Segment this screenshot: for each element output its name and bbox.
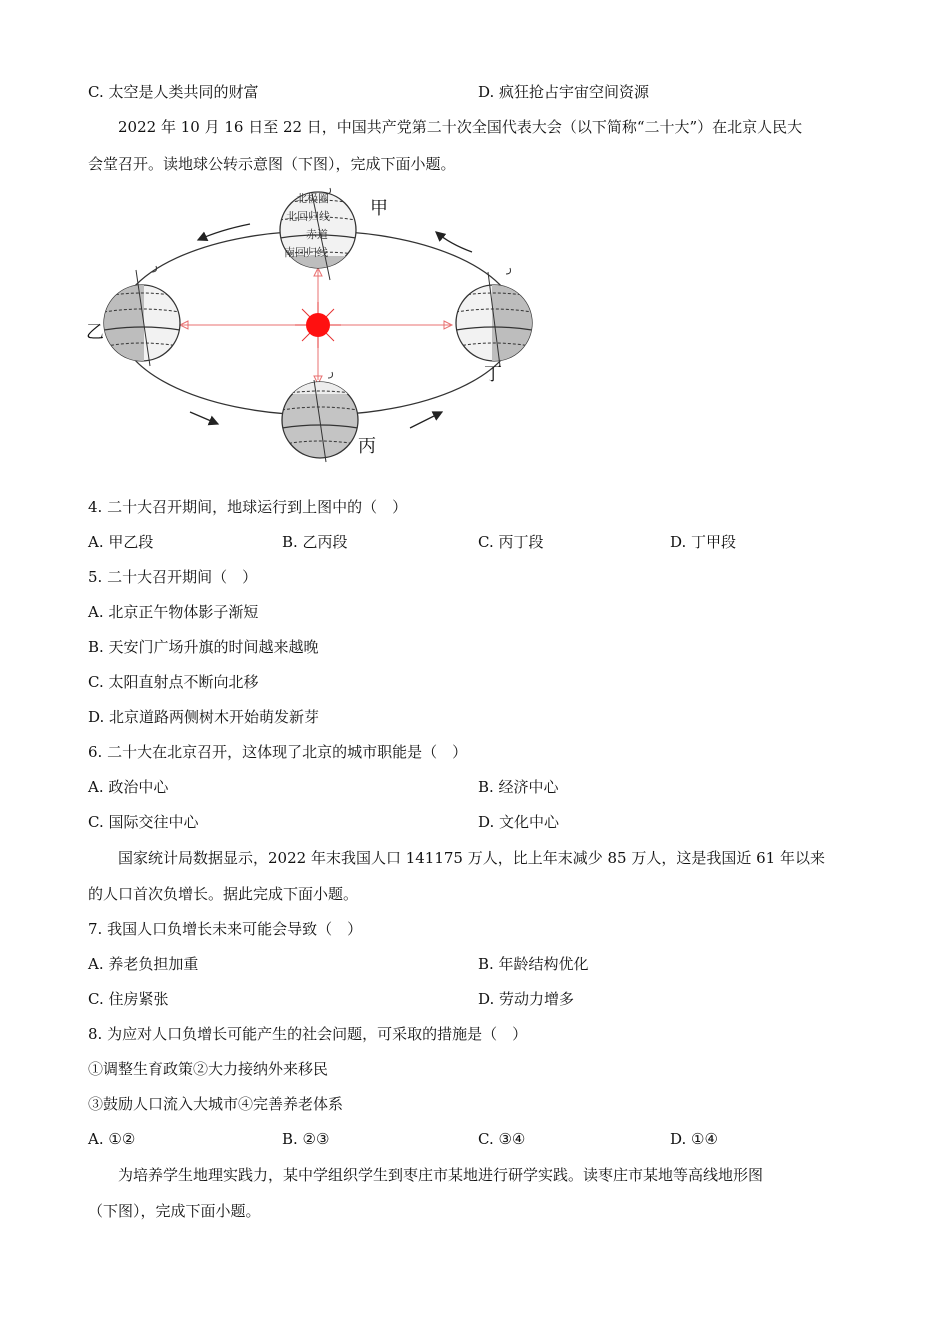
passage3-line2: （下图），完成下面小题。 [88, 1202, 261, 1220]
label-jia: 甲 [370, 198, 388, 218]
globe-ding [456, 268, 536, 370]
passage1-line1: 2022 年 10 月 16 日至 22 日，中国共产党第二十次全国代表大会（以下简称“二十大”）在北京人民大 [118, 118, 803, 136]
passage1-line2: 会堂召开。读地球公转示意图（下图），完成下面小题。 [88, 155, 456, 173]
globe-label-chidao: 赤道 [306, 229, 328, 241]
label-ding: 丁 [484, 364, 502, 384]
q8-stem: 8. 为应对人口负增长可能产生的社会问题，可采取的措施是（ ） [88, 1025, 528, 1043]
q8-option-b: B. ②③ [282, 1130, 330, 1148]
q5-option-d: D. 北京道路两侧树木开始萌发新芽 [88, 708, 320, 726]
q7-option-a: A. 养老负担加重 [88, 955, 199, 973]
q8-option-d: D. ①④ [670, 1130, 718, 1148]
option-c-prev: C. 太空是人类共同的财富 [88, 83, 259, 101]
q6-option-c: C. 国际交往中心 [88, 813, 199, 831]
orbit-arrow-bottom-left [190, 412, 218, 424]
globe-bing [280, 372, 360, 462]
orbit-arrow-bottom-right [410, 412, 442, 428]
q5-option-b: B. 天安门广场升旗的时间越来越晚 [88, 638, 319, 656]
q7-option-b: B. 年龄结构优化 [478, 955, 589, 973]
q6-option-d: D. 文化中心 [478, 813, 560, 831]
q8-option-c: C. ③④ [478, 1130, 526, 1148]
q8-option-a: A. ①② [88, 1130, 136, 1148]
passage2-line2: 的人口首次负增长。据此完成下面小题。 [88, 885, 359, 903]
q4-option-d: D. 丁甲段 [670, 533, 737, 551]
q8-items-2: ③鼓励人口流入大城市④完善养老体系 [88, 1095, 344, 1113]
q5-option-a: A. 北京正午物体影子渐短 [88, 603, 259, 621]
orbit-arrow-top-right [436, 232, 472, 252]
passage2-line1: 国家统计局数据显示，2022 年末我国人口 141175 万人，比上年末减少 85 万人，这是我国近 61 年以来 [118, 849, 825, 867]
passage3-line1: 为培养学生地理实践力，某中学组织学生到枣庄市某地进行研学实践。读枣庄市某地等高线地形图 [118, 1166, 764, 1184]
q6-stem: 6. 二十大在北京召开，这体现了北京的城市职能是（ ） [88, 743, 468, 761]
q7-stem: 7. 我国人口负增长未来可能会导致（ ） [88, 920, 363, 938]
q4-option-c: C. 丙丁段 [478, 533, 544, 551]
q6-option-a: A. 政治中心 [88, 778, 169, 796]
globe-label-nanhui: 南回归线 [284, 247, 328, 259]
q5-stem: 5. 二十大召开期间（ ） [88, 568, 258, 586]
earth-revolution-diagram [80, 180, 560, 470]
globe-label-beihui: 北回归线 [286, 211, 330, 223]
sun-icon [295, 302, 341, 348]
q4-option-b: B. 乙丙段 [282, 533, 348, 551]
globe-label-beiji: 北极圈 [296, 193, 329, 205]
q4-option-a: A. 甲乙段 [88, 533, 154, 551]
globe-jia [278, 188, 358, 280]
q4-stem: 4. 二十大召开期间，地球运行到上图中的（ ） [88, 498, 408, 516]
q8-items-1: ①调整生育政策②大力接纳外来移民 [88, 1060, 329, 1078]
q6-option-b: B. 经济中心 [478, 778, 559, 796]
q7-option-c: C. 住房紧张 [88, 990, 169, 1008]
option-d-prev: D. 疯狂抢占宇宙空间资源 [478, 83, 650, 101]
q5-option-c: C. 太阳直射点不断向北移 [88, 673, 259, 691]
label-bing: 丙 [358, 436, 376, 456]
label-yi: 乙 [86, 322, 104, 342]
q7-option-d: D. 劳动力增多 [478, 990, 575, 1008]
